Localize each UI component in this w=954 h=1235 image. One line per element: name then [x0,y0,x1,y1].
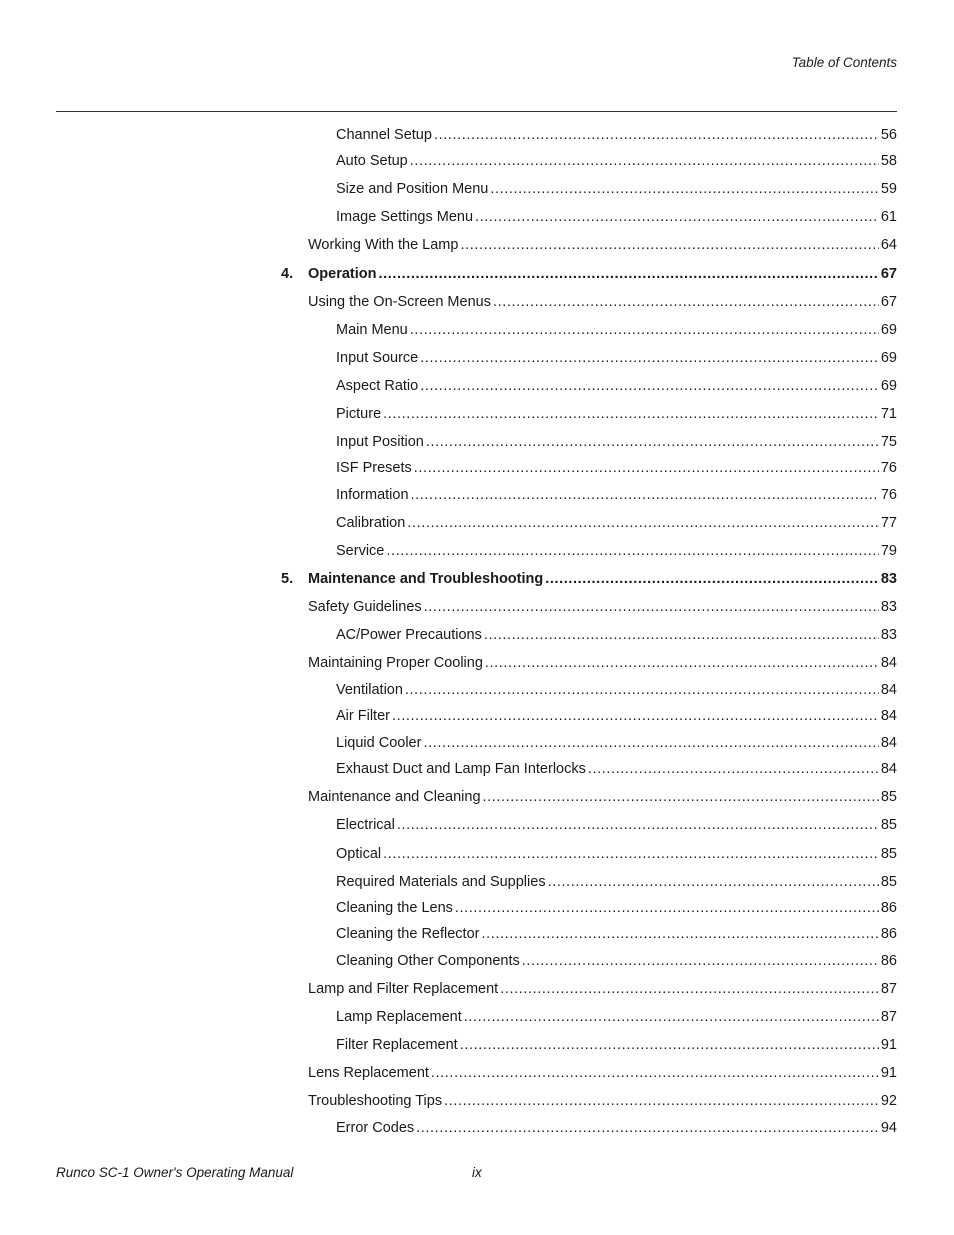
dot-leader [405,677,879,704]
toc-entry-page: 92 [880,1093,897,1109]
toc-entry-page: 69 [880,350,897,366]
toc-entry-page: 84 [880,682,897,698]
toc-entry[interactable] [336,345,897,372]
toc-entry-title: Aspect Ratio [336,378,419,394]
toc-entry-page: 86 [880,926,897,942]
toc-entry-page: 84 [880,655,897,671]
dot-leader [500,976,879,1003]
toc-entry-page: 83 [880,571,897,587]
toc-entry-title: Image Settings Menu [336,209,474,225]
toc-chapter[interactable] [281,566,897,593]
toc-entry-title: Cleaning Other Components [336,953,520,969]
toc-entry[interactable] [308,1088,897,1115]
toc-entry-page: 91 [880,1037,897,1053]
toc-entry-title: Lamp Replacement [336,1009,462,1025]
toc-entry-title: Information [336,487,409,503]
toc-entry[interactable] [336,1004,897,1031]
toc-entry[interactable] [336,148,897,175]
toc-entry-page: 85 [880,817,897,833]
toc-entry[interactable] [336,429,897,456]
toc-entry[interactable] [336,921,897,948]
toc-entry[interactable] [308,976,897,1003]
toc-entry-page: 85 [880,789,897,805]
dot-leader [475,204,879,231]
dot-leader [416,1115,879,1142]
toc-entry-page: 84 [880,761,897,777]
dot-leader [522,948,879,975]
toc-entry-title: Working With the Lamp [308,237,459,253]
footer-page-number: ix [472,1165,482,1180]
dot-leader [414,455,879,482]
dot-leader [481,921,878,948]
toc-entry[interactable] [336,317,897,344]
toc-entry-title: Cleaning the Reflector [336,926,480,942]
toc-entry-page: 61 [880,209,897,225]
toc-entry-title: Maintenance and Troubleshooting [308,571,544,587]
toc-entry-title: Operation [308,266,377,282]
toc-entry-title: Exhaust Duct and Lamp Fan Interlocks [336,761,586,777]
toc-entry[interactable] [336,869,897,896]
dot-leader [483,784,879,811]
dot-leader [423,730,878,757]
dot-leader [545,566,879,593]
toc-entry[interactable] [336,1032,897,1059]
toc-entry[interactable] [336,812,897,839]
dot-leader [588,756,879,783]
dot-leader [407,510,879,537]
dot-leader [464,1004,879,1031]
toc-entry-title: AC/Power Precautions [336,627,482,643]
toc-entry-page: 86 [880,900,897,916]
toc-entry-title: ISF Presets [336,460,412,476]
dot-leader [392,703,879,730]
toc-entry[interactable] [308,784,897,811]
toc-entry-title: Ventilation [336,682,403,698]
toc-entry-page: 58 [880,153,897,169]
chapter-number: 4. [281,266,294,282]
toc-chapter[interactable] [281,261,897,288]
toc-entry-page: 67 [880,294,897,310]
toc-entry[interactable] [336,841,897,868]
toc-entry[interactable] [336,482,897,509]
toc-entry[interactable] [336,122,897,149]
dot-leader [444,1088,879,1115]
dot-leader [455,895,879,922]
dot-leader [410,317,879,344]
toc-entry-page: 67 [880,266,897,282]
toc-entry-page: 71 [880,406,897,422]
dot-leader [411,482,879,509]
dot-leader [460,1032,879,1059]
toc-entry[interactable] [336,401,897,428]
toc-entry[interactable] [336,176,897,203]
toc-entry-title: Input Position [336,434,424,450]
toc-entry-title: Auto Setup [336,153,408,169]
dot-leader [383,401,879,428]
toc-entry-title: Size and Position Menu [336,181,489,197]
dot-leader [493,289,879,316]
toc-entry-page: 91 [880,1065,897,1081]
toc-entry-title: Service [336,543,385,559]
dot-leader [420,373,879,400]
toc-entry-title: Main Menu [336,322,408,338]
toc-entry-title: Cleaning the Lens [336,900,453,916]
dot-leader [383,841,879,868]
toc-entry-page: 94 [880,1120,897,1136]
toc-entry-page: 75 [880,434,897,450]
toc-entry[interactable] [308,289,897,316]
dot-leader [397,812,879,839]
toc-entry-title: Troubleshooting Tips [308,1093,443,1109]
toc-entry-page: 86 [880,953,897,969]
toc-entry-page: 85 [880,874,897,890]
toc-entry-page: 85 [880,846,897,862]
toc-entry-page: 84 [880,708,897,724]
toc-entry-title: Channel Setup [336,127,432,143]
toc-entry[interactable] [336,948,897,975]
toc-entry-page: 79 [880,543,897,559]
toc-entry[interactable] [336,756,897,783]
toc-entry-title: Maintenance and Cleaning [308,789,481,805]
dot-leader [460,232,878,259]
dot-leader [431,1060,879,1087]
toc-entry-page: 87 [880,1009,897,1025]
toc-entry-title: Input Source [336,350,419,366]
toc-entry-page: 59 [880,181,897,197]
toc-entry-title: Calibration [336,515,406,531]
toc-entry[interactable] [308,232,897,259]
toc-entry-title: Lens Replacement [308,1065,429,1081]
toc-entry-page: 83 [880,627,897,643]
toc-entry[interactable] [336,730,897,757]
toc-entry-page: 83 [880,599,897,615]
dot-leader [490,176,879,203]
toc-entry-page: 69 [880,322,897,338]
toc-entry[interactable] [336,703,897,730]
footer-manual-title: Runco SC-1 Owner's Operating Manual [56,1165,294,1180]
toc-entry-page: 76 [880,460,897,476]
toc-entry[interactable] [336,1115,897,1142]
dot-leader [548,869,879,896]
toc-entry[interactable] [336,373,897,400]
toc-entry-title: Maintaining Proper Cooling [308,655,483,671]
toc-entry[interactable] [308,1060,897,1087]
toc-entry[interactable] [308,594,897,621]
dot-leader [484,622,879,649]
toc-entry-page: 56 [880,127,897,143]
chapter-number: 5. [281,571,294,587]
toc-entry[interactable] [336,204,897,231]
toc-entry-page: 69 [880,378,897,394]
toc-entry-page: 76 [880,487,897,503]
dot-leader [424,594,879,621]
toc-entry[interactable] [336,895,897,922]
toc-entry-title: Lamp and Filter Replacement [308,981,499,997]
dot-leader [410,148,879,175]
dot-leader [386,538,879,565]
dot-leader [485,650,879,677]
toc-entry-title: Using the On-Screen Menus [308,294,491,310]
toc-entry-title: Electrical [336,817,395,833]
toc-entry-title: Air Filter [336,708,390,724]
running-header: Table of Contents [791,55,897,70]
toc-entry-title: Required Materials and Supplies [336,874,546,890]
toc-entry-page: 64 [880,237,897,253]
toc-entry-title: Liquid Cooler [336,735,422,751]
dot-leader [434,122,879,149]
toc-entry-title: Picture [336,406,382,422]
dot-leader [420,345,879,372]
toc-entry[interactable] [336,677,897,704]
toc-entry-title: Optical [336,846,382,862]
toc-entry[interactable] [308,650,897,677]
toc-entry-title: Safety Guidelines [308,599,422,615]
toc-entry-page: 87 [880,981,897,997]
toc-entry[interactable] [336,538,897,565]
toc-entry-title: Error Codes [336,1120,415,1136]
toc-entry[interactable] [336,622,897,649]
header-rule [56,111,897,112]
dot-leader [378,261,878,288]
toc-entry-page: 77 [880,515,897,531]
toc-entry[interactable] [336,455,897,482]
dot-leader [426,429,879,456]
toc-entry-page: 84 [880,735,897,751]
toc-entry-title: Filter Replacement [336,1037,458,1053]
toc-entry[interactable] [336,510,897,537]
